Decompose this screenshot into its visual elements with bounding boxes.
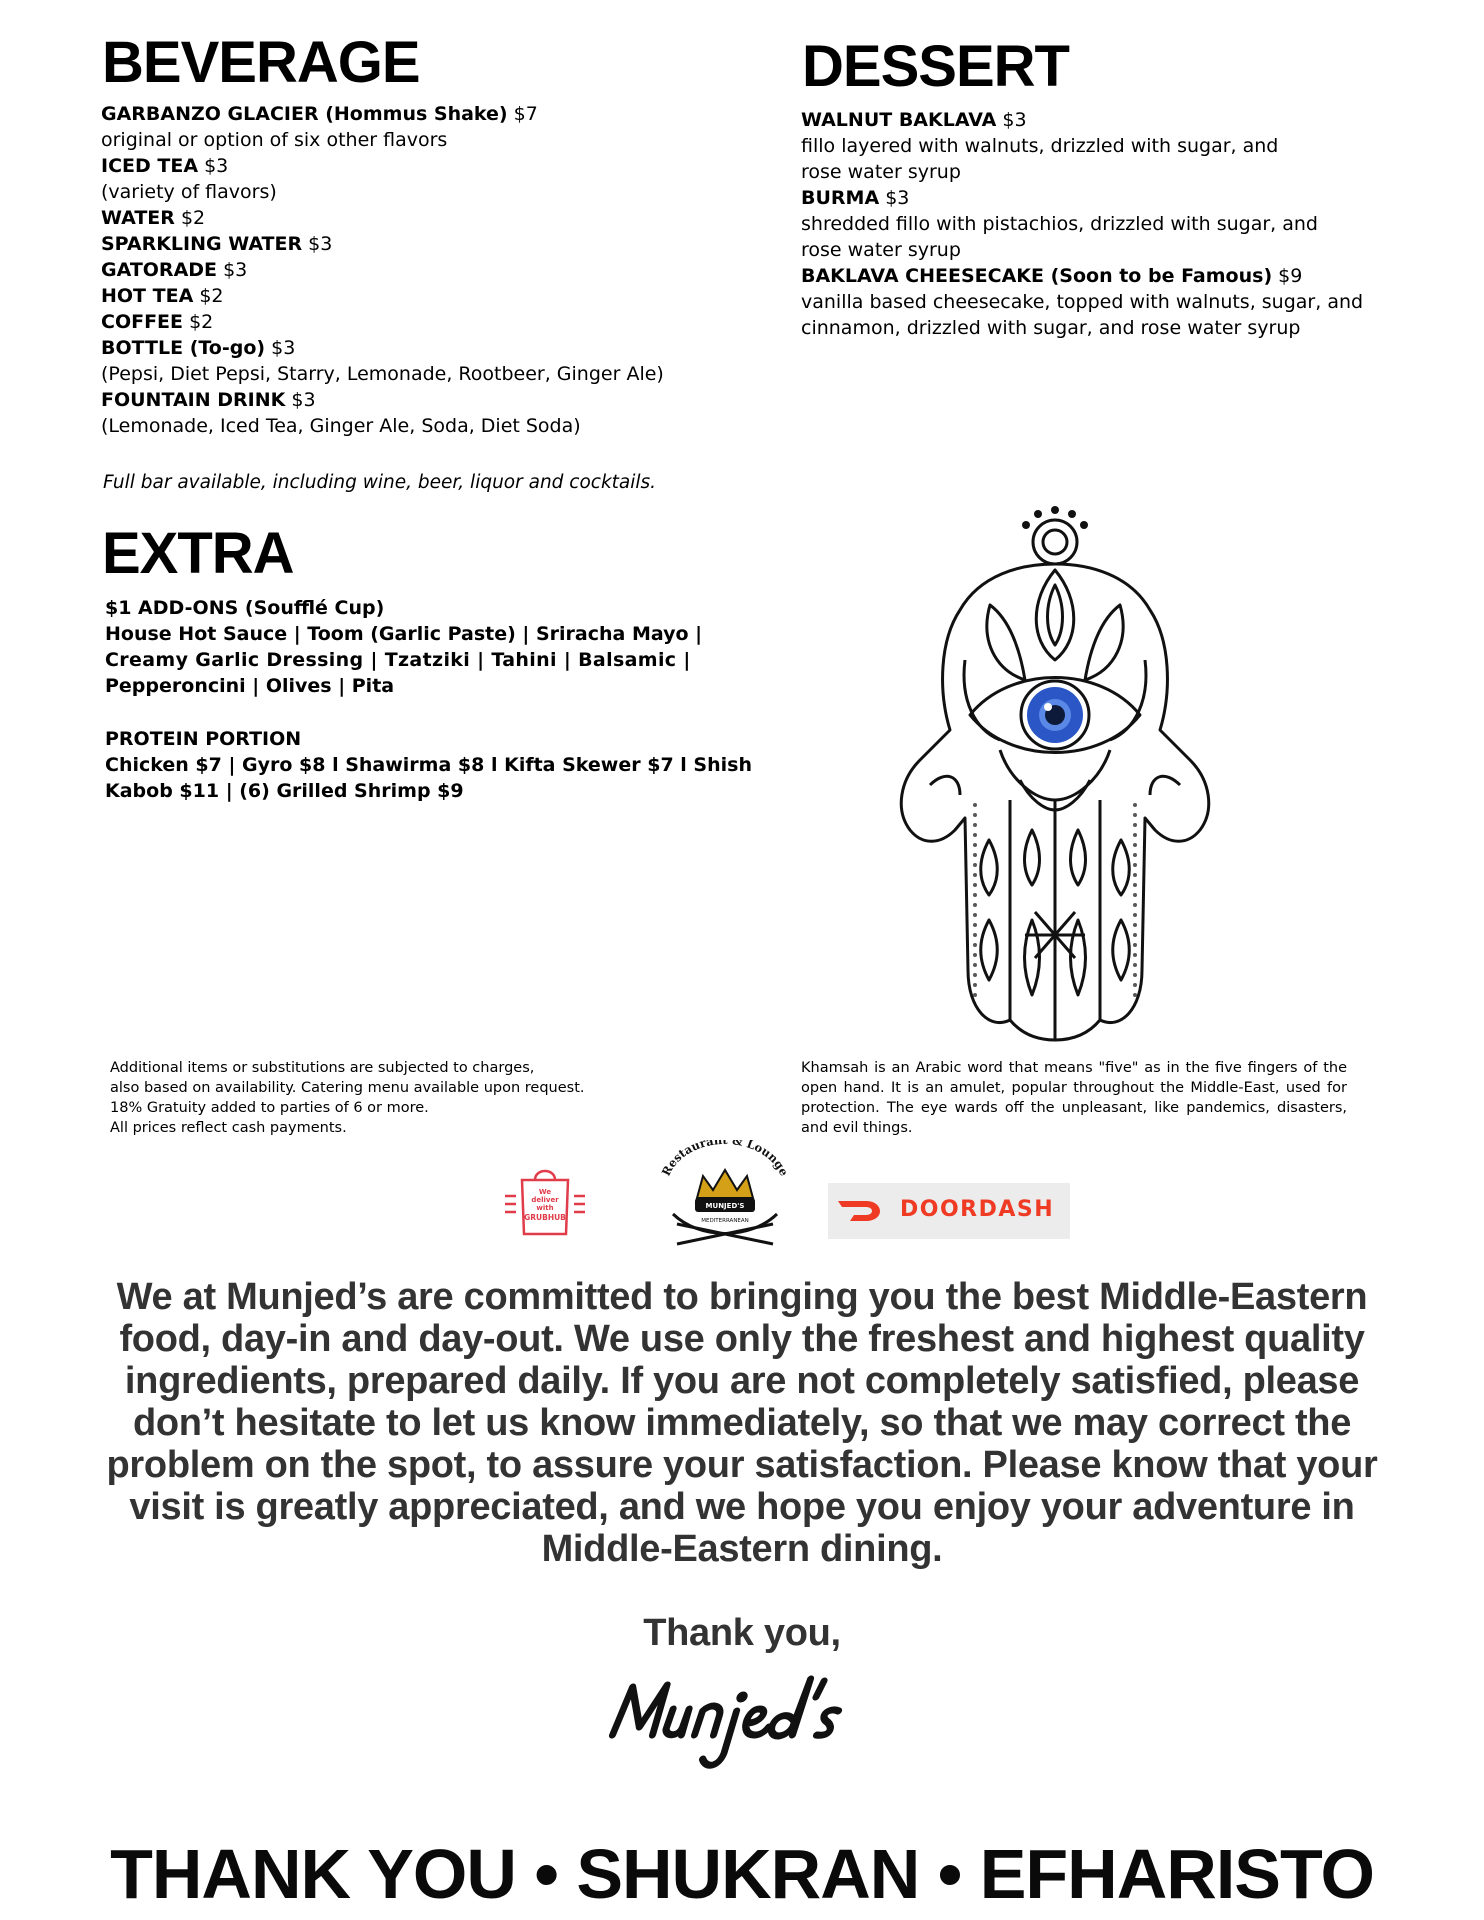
pledge-line: don’t hesitate to let us know immediately, so that we may correct the [132,1402,1352,1444]
item-name: BOTTLE (To-go) [101,337,266,359]
pledge-line: problem on the spot, to assure your satisfaction. Please know that your [106,1444,1378,1486]
grubhub-text: GRUBHUB [524,1213,566,1222]
menu-item [101,153,664,179]
item-price: $9 [1278,265,1303,287]
item-description: rose water syrup [801,161,961,183]
item-name: SPARKLING WATER [101,233,303,255]
item-price: $3 [291,389,316,411]
item-description: (Pepsi, Diet Pepsi, Starry, Lemonade, Rootbeer, Ginger Ale) [101,363,664,385]
doordash-text: DOORDASH [900,1197,1055,1222]
item-price: $2 [180,207,206,229]
item-price: $3 [271,337,296,359]
item-name: HOT TEA [101,285,194,307]
item-description: shredded fillo with pistachios, drizzled with sugar, and [801,213,1318,235]
item-description: (variety of flavors) [101,181,277,203]
item-name: COFFEE [101,311,184,333]
item-price: $3 [885,187,910,209]
menu-item [801,263,1363,289]
pledge-line: Middle-Eastern dining. [541,1528,943,1570]
extras-block [105,595,752,804]
addons-line: Pepperoncini | Olives | Pita [105,675,395,697]
menu-item [801,107,1363,133]
menu-item [101,231,664,257]
item-name: WALNUT BAKLAVA [801,109,997,131]
item-name: BURMA [801,187,880,209]
logo-sub: MEDITERRANEAN [701,1218,749,1224]
item-price: $3 [223,259,248,281]
menu-item [801,185,1363,211]
protein-title: PROTEIN PORTION [105,728,302,750]
dessert-list [801,107,1363,341]
menu-item [101,309,664,335]
protein-line: Kabob $11 | (6) Grilled Shrimp $9 [105,780,464,802]
footer-thanks: THANK YOU • SHUKRAN • EFHARISTO [110,1835,1374,1913]
menu-item [101,335,664,361]
note-line: 18% Gratuity added to parties of 6 or more. [110,1100,429,1116]
logo-name: MUNJED'S [705,1202,745,1210]
pledge-line: food, day-in and day-out. We use only the freshest and highest quality [119,1318,1365,1360]
addons-line: Creamy Garlic Dressing | Tzatziki | Tahini | Balsamic | [105,649,691,671]
item-description: rose water syrup [801,239,961,261]
addons-line: House Hot Sauce | Toom (Garlic Paste) | Sriracha Mayo | [105,623,703,645]
munjeds-signature [600,1665,890,1775]
menu-item [101,101,664,127]
thank-you-line: Thank you, [643,1612,841,1654]
note-line: also based on availability. Catering menu available upon request. [110,1080,585,1096]
item-name: ICED TEA [101,155,199,177]
item-name: BAKLAVA CHEESECAKE (Soon to be Famous) [801,265,1273,287]
item-description: vanilla based cheesecake, topped with walnuts, sugar, and [801,291,1364,313]
crown-icon [697,1170,753,1198]
pledge-line: ingredients, prepared daily. If you are not completely satisfied, please [124,1360,1360,1402]
item-price: $7 [513,103,538,125]
item-name: GATORADE [101,259,218,281]
item-description: (Lemonade, Iced Tea, Ginger Ale, Soda, Diet Soda) [101,415,581,437]
item-name: WATER [101,207,175,229]
khamsah-note: Khamsah is an Arabic word that means "five" as in the five fingers of the open hand. It is an amulet, popular throughout the Middle-East, used for protection. The eye wards off the unpleasant, like pandemics, disasters, and evil things. [801,1060,1347,1136]
munjeds-logo [655,1140,795,1250]
item-price: $3 [204,155,229,177]
hamsa-hand-illustration [860,500,1250,1050]
item-price: $2 [189,311,214,333]
item-description: cinnamon, drizzled with sugar, and rose water syrup [801,317,1301,339]
item-name: FOUNTAIN DRINK [101,389,286,411]
grubhub-text: with [536,1204,554,1212]
menu-item [101,257,664,283]
item-description: original or option of six other flavors [101,129,448,151]
extra-heading: EXTRA [102,521,294,586]
note-line: All prices reflect cash payments. [110,1120,347,1136]
doordash-dash-icon [836,1197,882,1225]
menu-item [101,387,664,413]
menu-item [101,205,664,231]
dessert-heading: DESSERT [802,34,1069,99]
item-description: fillo layered with walnuts, drizzled with sugar, and [801,135,1279,157]
logo-arc-text: Restaurant & Lounge [658,1140,792,1179]
beverage-list [101,101,664,439]
doordash-logo[interactable] [828,1183,1070,1239]
bar-note: Full bar available, including wine, beer, liquor and cocktails. [103,472,657,493]
note-line: Additional items or substitutions are subjected to charges, [110,1060,535,1076]
item-price: $3 [308,233,333,255]
pledge-line: We at Munjed’s are committed to bringing you the best Middle-Eastern [116,1276,1368,1318]
grubhub-text: We [538,1188,552,1196]
protein-line: Chicken $7 | Gyro $8 l Shawirma $8 l Kifta Skewer $7 l Shish [105,754,752,776]
commitment-statement [80,1276,1404,1570]
menu-item [101,283,664,309]
addons-title: $1 ADD-ONS (Soufflé Cup) [105,597,385,619]
beverage-heading: BEVERAGE [102,30,420,95]
item-price: $2 [199,285,224,307]
item-price: $3 [1002,109,1027,131]
grubhub-text: deliver [531,1196,559,1204]
grubhub-logo[interactable] [500,1160,590,1240]
policy-notes [110,1058,630,1138]
pledge-line: visit is greatly appreciated, and we hope you enjoy your adventure in [129,1486,1355,1528]
item-name: GARBANZO GLACIER (Hommus Shake) [101,103,508,125]
